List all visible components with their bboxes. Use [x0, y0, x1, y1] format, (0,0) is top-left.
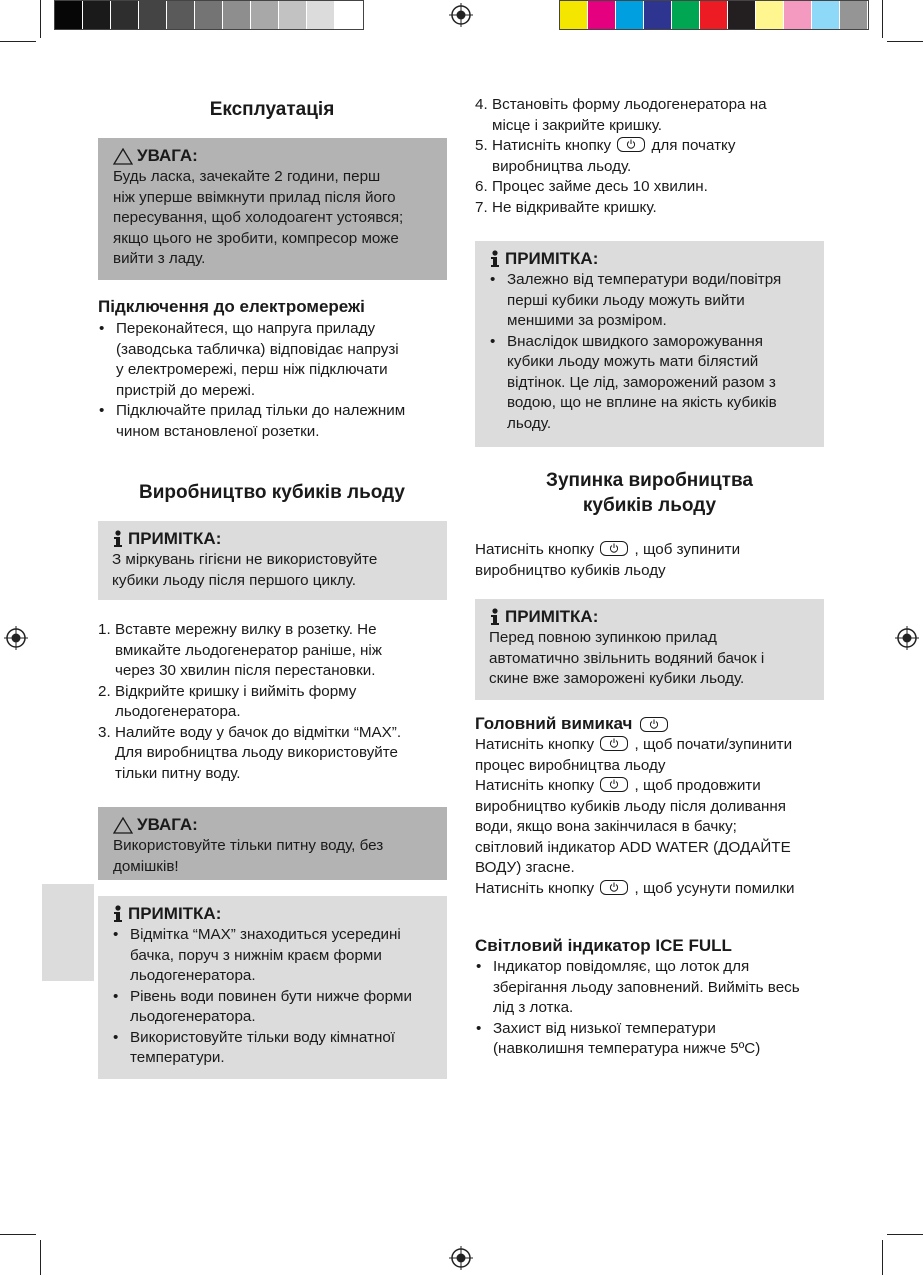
registration-mark-icon — [895, 626, 919, 650]
note-box — [475, 241, 824, 447]
power-list — [98, 319, 448, 442]
color-swatch — [588, 1, 615, 29]
info-icon — [112, 530, 124, 548]
note-title: ПРИМІТКА: — [489, 606, 823, 628]
crop-mark — [882, 1240, 883, 1275]
color-swatch — [251, 1, 278, 29]
text-line: скине вже заморожені кубики льоду. — [489, 670, 745, 687]
crop-mark — [887, 1234, 923, 1235]
list-item: • Використовуйте тільки воду кімнатної температури. — [112, 1028, 444, 1069]
step-item: 7. Не відкривайте кришку. — [475, 198, 657, 216]
list-item: • Внаслідок швидкого заморожування кубики льоду можуть мати білястий відтінок. Це лід, заморожений разом з водою, що не вплине на якість кубиків льоду. — [489, 332, 823, 435]
main-switch-section — [475, 713, 835, 899]
text-line: пересування, щоб холодоагент устоявся; — [113, 209, 404, 226]
crop-mark — [882, 0, 883, 38]
section-heading: Головний вимикач — [475, 713, 835, 735]
note-box — [475, 599, 824, 700]
color-swatch — [840, 1, 867, 29]
section-heading: Підключення до електромережі — [98, 297, 365, 316]
text-line: домішків! — [113, 857, 179, 875]
text-line: Перед повною зупинкою прилад — [489, 629, 717, 646]
note-text — [112, 550, 442, 591]
registration-mark-icon — [449, 3, 473, 27]
note-title: ПРИМІТКА: — [112, 903, 444, 925]
list-item: • Відмітка “MAX” знаходиться усередині бачка, поруч з нижнім краєм форми льодогенератора. — [112, 925, 444, 987]
text-line: автоматично звільнить водяний бачок і — [489, 649, 765, 667]
ice-full-section — [475, 935, 835, 1060]
grayscale-bar — [54, 0, 364, 30]
power-button-icon — [600, 880, 628, 895]
color-swatch — [55, 1, 82, 29]
warning-text — [113, 167, 443, 270]
info-icon — [112, 905, 124, 923]
text-line: З міркувань гігієни не використовуйте — [112, 551, 378, 568]
text-line: вийти з ладу. — [113, 250, 206, 267]
warning-text — [113, 836, 443, 877]
section-heading: Виробництво кубиків льоду — [138, 482, 405, 503]
step-item: 3. Налийте воду у бачок до відмітки “MAX”. Для виробництва льоду використовуйте тільки питну воду. — [98, 723, 402, 782]
crop-mark — [0, 1234, 36, 1235]
power-button-icon — [640, 717, 668, 732]
text-line: Будь ласка, зачекайте 2 години, перш — [113, 168, 381, 185]
color-swatch — [139, 1, 166, 29]
color-swatch — [700, 1, 727, 29]
crop-mark — [887, 41, 923, 42]
crop-mark — [0, 41, 36, 42]
color-swatch — [644, 1, 671, 29]
warning-triangle-icon — [113, 148, 133, 165]
warning-title: УВАГА: — [113, 145, 443, 167]
text-line: якщо цього не зробити, компресор може — [113, 229, 399, 247]
step-item: 4. Встановіть форму льодогенератора на місце і закрийте кришку. — [475, 96, 767, 134]
power-button-icon — [617, 137, 645, 152]
section-heading: Світловий індикатор ICE FULL — [475, 936, 732, 955]
note-text — [489, 628, 823, 690]
color-swatch — [83, 1, 110, 29]
list-item: • Захист від низької температури (навколишня температура нижче 5ºC) — [475, 1019, 835, 1060]
steps-list-continued — [475, 95, 835, 218]
note-box — [98, 521, 447, 600]
power-button-icon — [600, 777, 628, 792]
power-button-icon — [600, 541, 628, 556]
note-title: ПРИМІТКА: — [489, 248, 823, 270]
color-swatch — [167, 1, 194, 29]
text-line: ніж уперше ввімкнути прилад після його — [113, 188, 396, 206]
color-swatch — [111, 1, 138, 29]
warning-box — [98, 138, 447, 280]
section-heading: Зупинка виробництва кубиків льоду — [546, 470, 753, 516]
color-swatch — [812, 1, 839, 29]
list-item: • Індикатор повідомляє, що лоток для зберігання льоду заповнений. Вийміть весь лід з лотка. — [475, 957, 835, 1019]
step-item: 5. Натисніть кнопку для початку виробництва льоду. — [475, 137, 736, 175]
crop-mark — [40, 0, 41, 38]
color-swatch — [756, 1, 783, 29]
text-line: Використовуйте тільки питну воду, без — [113, 837, 384, 854]
crop-mark — [40, 1240, 41, 1275]
color-bar — [559, 0, 869, 30]
color-swatch — [195, 1, 222, 29]
info-icon — [489, 250, 501, 268]
note-title: ПРИМІТКА: — [112, 528, 442, 550]
warning-triangle-icon — [113, 817, 133, 834]
color-swatch — [672, 1, 699, 29]
color-swatch — [616, 1, 643, 29]
color-swatch — [560, 1, 587, 29]
step-item: 1. Вставте мережну вилку в розетку. Не вмикайте льодогенератор раніше, ніж через 30 хвилин після перестановки. — [98, 621, 382, 679]
text-line: кубики льоду після першого циклу. — [112, 571, 356, 589]
registration-mark-icon — [449, 1246, 473, 1270]
color-swatch — [784, 1, 811, 29]
color-swatch — [335, 1, 362, 29]
list-item: • Рівень води повинен бути нижче форми льодогенератора. — [112, 987, 444, 1028]
step-item: 2. Відкрийте кришку і вийміть форму льодогенератора. — [98, 682, 357, 720]
note-box — [98, 896, 447, 1079]
registration-mark-icon — [4, 626, 28, 650]
info-icon — [489, 608, 501, 626]
page-title: Експлуатація — [209, 99, 335, 120]
color-swatch — [223, 1, 250, 29]
list-item: • Залежно від температури води/повітря перші кубики льоду можуть вийти меншими за розміром. — [489, 270, 823, 332]
warning-title: УВАГА: — [113, 814, 443, 836]
side-tab — [42, 884, 94, 981]
list-item: • Підключайте прилад тільки до належним чином встановленої розетки. — [98, 401, 448, 442]
stop-text: Натисніть кнопку , щоб зупинити виробництво кубиків льоду — [475, 541, 741, 579]
warning-box — [98, 807, 447, 880]
list-item: • Переконайтеся, що напруга приладу (заводська табличка) відповідає напрузі у електромережі, перш ніж підключати пристрій до мережі. — [98, 319, 448, 401]
power-button-icon — [600, 736, 628, 751]
color-swatch — [307, 1, 334, 29]
color-swatch — [728, 1, 755, 29]
main-switch-text: Натисніть кнопку , щоб почати/зупинити процес виробництва льоду Натисніть кнопку , щоб продовжити виробництво кубиків льоду після доливання води, якщо вона закінчилася в бачку; світловий індикатор ADD WATER (ДОДАЙТЕ ВОДУ) згасне. Натисніть кнопку , щоб усунути помилки — [475, 736, 795, 897]
steps-list — [98, 620, 448, 784]
color-swatch — [279, 1, 306, 29]
step-item: 6. Процес займе десь 10 хвилин. — [475, 178, 708, 195]
